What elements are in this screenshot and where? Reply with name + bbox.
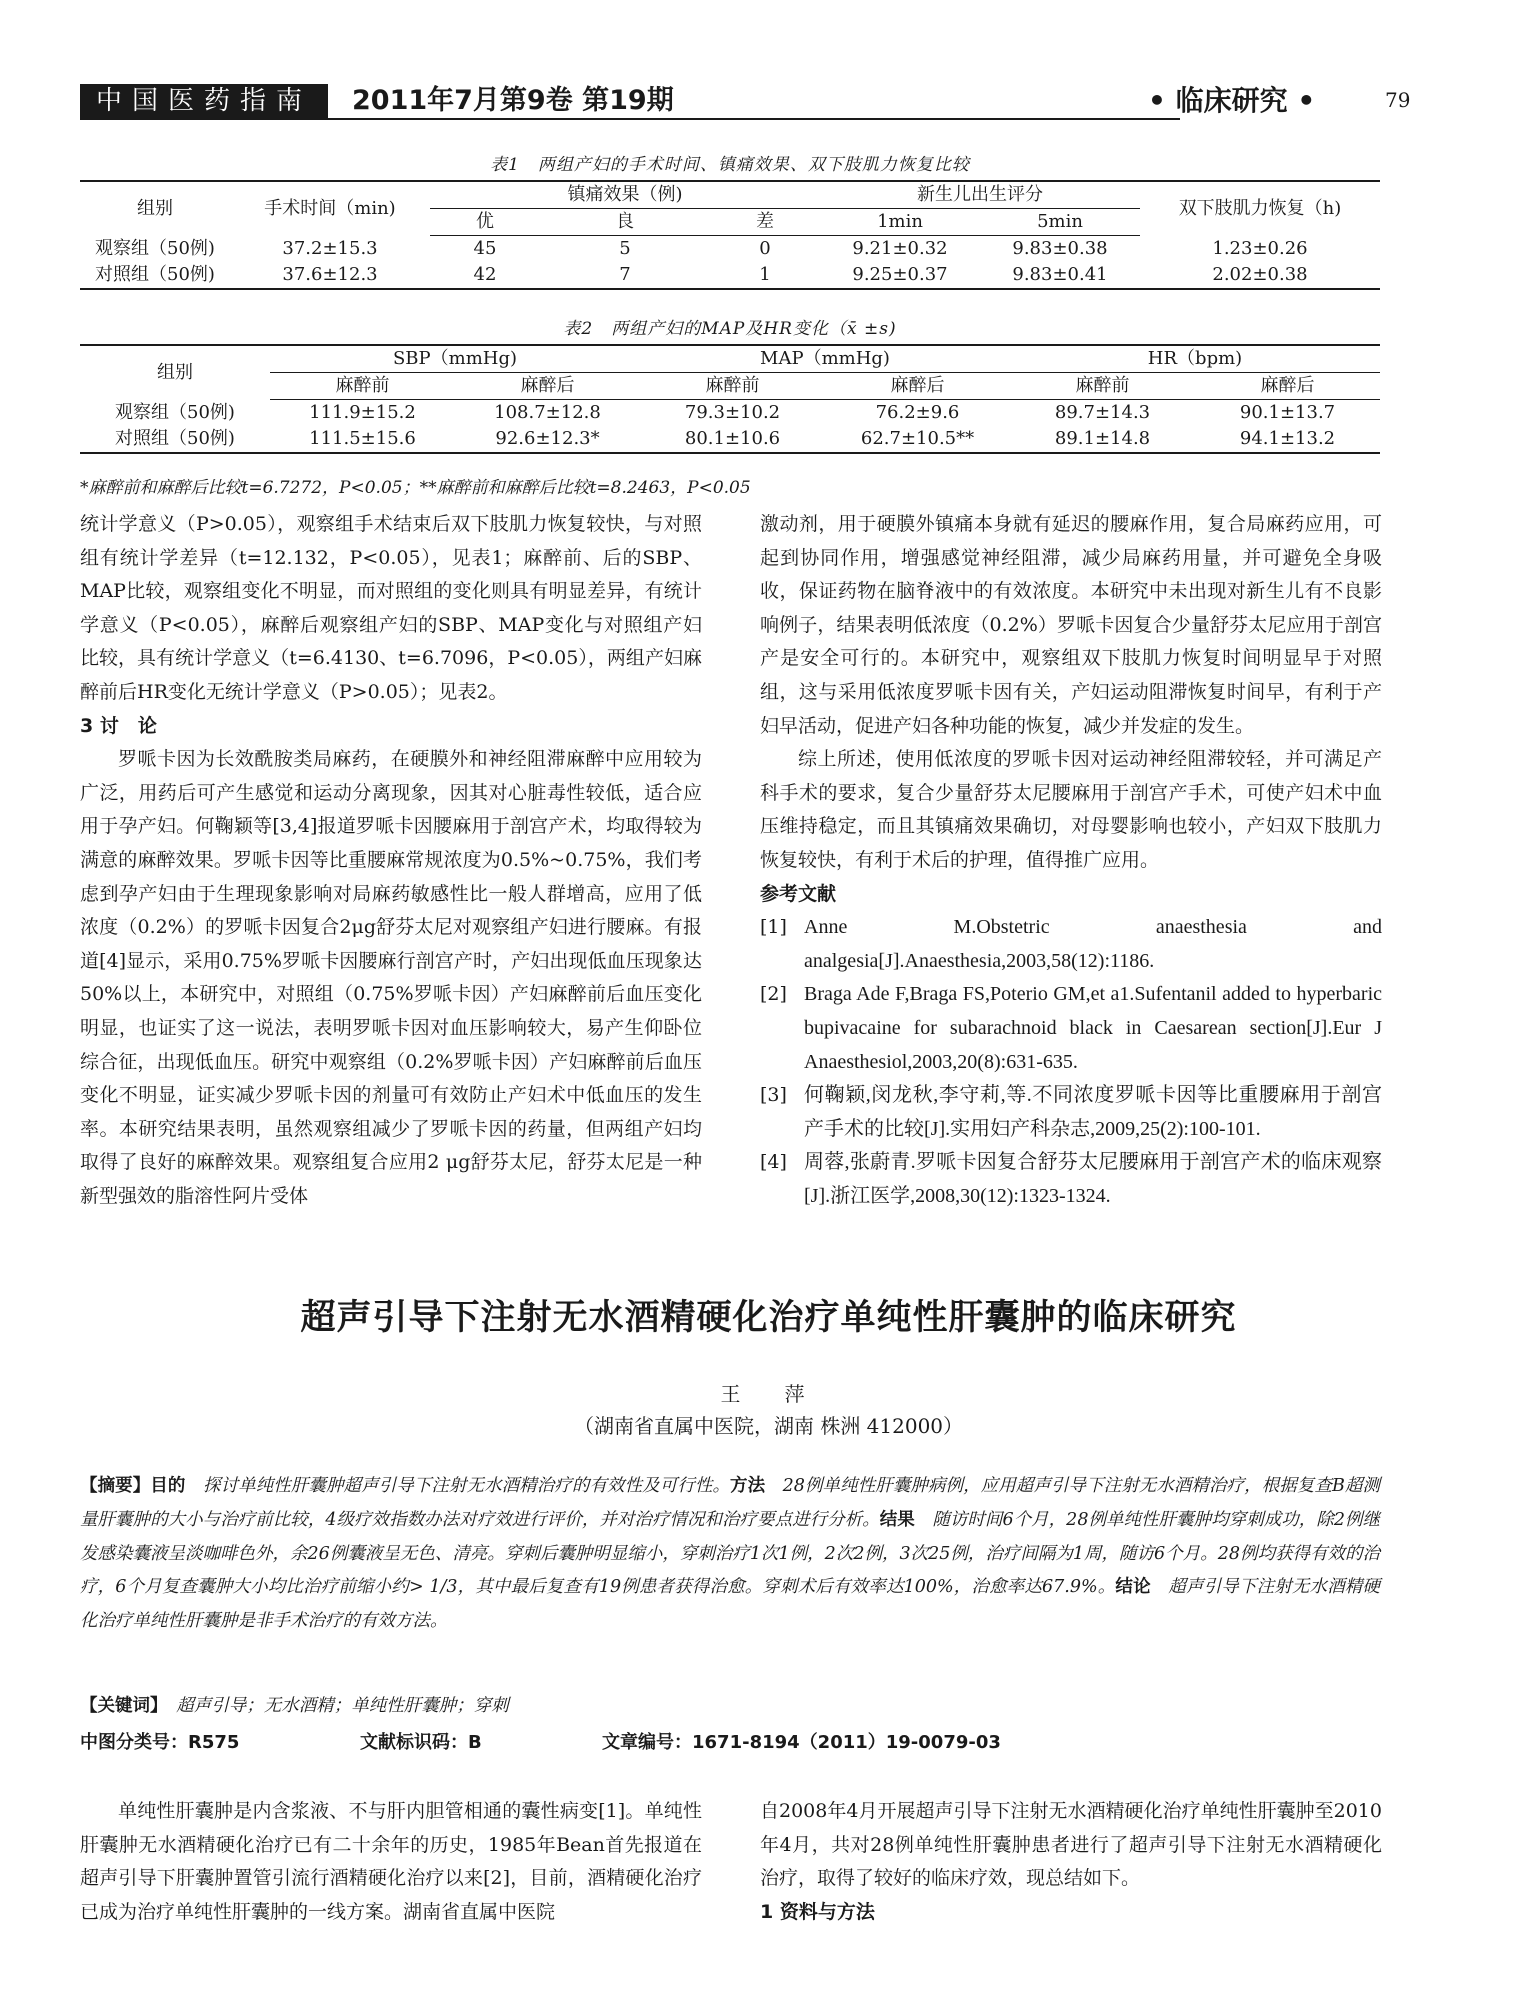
keywords: [80, 1692, 509, 1717]
t2-h-map: MAP（mmHg): [640, 345, 1010, 373]
article-number: 文章编号：1671-8194（2011）19-0079-03: [602, 1732, 1001, 1753]
t1-cell-good: 5: [619, 238, 631, 259]
document-code: 文献标识码：B: [360, 1732, 482, 1753]
reference-text: Anne M.Obstetric anaesthesia and analgesia[J].Anaesthesia,2003,58(12):1186.: [804, 916, 1382, 972]
abstract-method-label: 方法: [730, 1476, 766, 1496]
reference-text: 何鞠颖,闵龙秋,李守莉,等.不同浓度罗哌卡因等比重腰麻用于剖宫产手术的比较[J].实用妇产科杂志,2009,25(2):100-101.: [804, 1084, 1382, 1140]
abstract-result-label: 结果: [879, 1509, 915, 1530]
t2-h-sbp: SBP（mmHg): [270, 345, 640, 373]
t1-cell-excellent: 42: [430, 262, 540, 289]
t2-cell-sbp-before: 111.9±15.2: [309, 402, 416, 423]
table-row: [80, 262, 1380, 289]
table2-caption: 表2 两组产妇的MAP及HR变化（x̄ ±s): [563, 319, 897, 339]
section-heading-discussion: 3 讨 论: [80, 714, 157, 737]
t2-cell-sbp-after: 108.7±12.8: [494, 402, 601, 423]
reference-number: [1]: [760, 916, 787, 939]
table-row: [80, 236, 1380, 263]
t2-h-after: 麻醉后: [825, 373, 1010, 400]
t1-cell-group: 观察组（50例): [95, 237, 215, 259]
issue-info: 2011年7月第9卷 第19期: [352, 85, 674, 116]
t1-cell-poor: 1: [710, 262, 820, 289]
t2-h-before: 麻醉前: [1010, 373, 1195, 400]
author: 王 萍: [720, 1382, 817, 1406]
table1: [80, 180, 1380, 290]
t1-cell-5min: 9.83±0.38: [1012, 238, 1108, 259]
t2-h-group: 组别: [80, 345, 270, 400]
t1-cell-good: 7: [540, 262, 710, 289]
t2-cell-sbp-before: 111.5±15.6: [270, 426, 455, 453]
table2: [80, 344, 1380, 454]
header-rule: [80, 118, 1180, 120]
article2-right-column: [760, 1795, 1382, 1929]
abstract: [80, 1470, 1380, 1639]
reference-item: [760, 1146, 1382, 1213]
t2-h-before: 麻醉前: [640, 373, 825, 400]
page-number: 79: [1385, 88, 1411, 112]
t2-h-after: 麻醉后: [455, 373, 640, 400]
section-heading-materials: 1 资料与方法: [760, 1900, 875, 1923]
reference-number: [2]: [760, 983, 787, 1006]
t1-cell-5min: 9.83±0.41: [980, 262, 1140, 289]
keywords-list: 超声引导；无水酒精；单纯性肝囊肿；穿刺: [176, 1696, 509, 1716]
abstract-conclusion: 超声引导下注射无水酒精硬化治疗单纯性肝囊肿是非手术治疗的有效方法。: [80, 1577, 1380, 1632]
reference-item: [760, 1079, 1382, 1146]
abstract-result: 随访时间6个月，28例单纯性肝囊肿均穿刺成功，除2例继发感染囊液呈淡咖啡色外，余26例囊液呈无色、清亮。穿刺后囊肿明显缩小，穿刺治疗1次1例，2次2例，3次25例，治疗间隔为1周，随访6个月。28例均获得有效的治疗，6个月复查囊肿大小均比治疗前缩小约> 1/3，其中最后复查有19例患者获得治愈。穿刺术后有效率达100%，治愈率达67.9%。: [80, 1509, 1380, 1598]
t2-cell-hr-after: 90.1±13.7: [1239, 402, 1336, 423]
abstract-purpose-label: 目的: [150, 1476, 186, 1496]
t2-cell-map-before: 80.1±10.6: [640, 426, 825, 453]
t1-cell-group: 对照组（50例): [80, 262, 230, 289]
references-heading: 参考文献: [760, 882, 837, 905]
abstract-method: 28例单纯性肝囊肿病例，应用超声引导下注射无水酒精治疗，根据复查B超测量肝囊肿的大小与治疗前比较，4级疗效指数办法对疗效进行评价，并对治疗情况和治疗要点进行分析。: [80, 1476, 1381, 1530]
t2-h-hr: HR（bpm): [1010, 345, 1380, 373]
paragraph: 自2008年4月开展超声引导下注射无水酒精硬化治疗单纯性肝囊肿至2010年4月，共对28例单纯性肝囊肿患者进行了超声引导下注射无水酒精硬化治疗，取得了较好的临床疗效，现总结如下。: [760, 1800, 1382, 1890]
table1-caption: 表1 两组产妇的手术时间、镇痛效果、双下肢肌力恢复比较: [490, 155, 970, 175]
reference-text: 周蓉,张蔚青.罗哌卡因复合舒芬太尼腰麻用于剖宫产术的临床观察[J].浙江医学,2008,30(12):1323-1324.: [804, 1151, 1382, 1207]
t2-cell-hr-before: 89.1±14.8: [1010, 426, 1195, 453]
t1-cell-recovery: 2.02±0.38: [1140, 262, 1380, 289]
t2-cell-sbp-after: 92.6±12.3*: [455, 426, 640, 453]
table2-footnote: *麻醉前和麻醉后比较t=6.7272，P<0.05；**麻醉前和麻醉后比较t=8.2463，P<0.05: [80, 478, 751, 498]
abstract-label: 【摘要】: [80, 1476, 151, 1496]
reference-item: [760, 978, 1382, 1079]
t1-h-5min: 5min: [980, 209, 1140, 236]
t2-cell-hr-before: 89.7±14.3: [1054, 402, 1151, 423]
journal-name: 中国医药指南: [80, 84, 328, 118]
abstract-purpose: 探讨单纯性肝囊肿超声引导下注射无水酒精治疗的有效性及可行性。: [202, 1476, 731, 1496]
t2-cell-map-after: 62.7±10.5**: [825, 426, 1010, 453]
t2-cell-map-after: 76.2±9.6: [875, 402, 960, 423]
left-column: [80, 508, 702, 1213]
reference-item: [760, 911, 1382, 978]
reference-number: [4]: [760, 1151, 787, 1174]
t1-h-analgesia: 镇痛效果（例): [430, 181, 820, 209]
section-label: • 临床研究 •: [1148, 84, 1316, 117]
paragraph: 统计学意义（P>0.05），观察组手术结束后双下肢肌力恢复较快，与对照组有统计学差异（t=12.132，P<0.05），见表1；麻醉前、后的SBP、MAP比较，观察组变化不明显，而对照组的变化则具有明显差异，有统计学意义（P<0.05），麻醉后观察组产妇的SBP、MAP变化与对照组产妇比较，具有统计学意义（t=6.4130、t=6.7096，P<0.05），两组产妇麻醉前后HR变化无统计学意义（P>0.05）；见表2。: [80, 513, 702, 703]
article2-left-column: [80, 1795, 702, 1929]
right-column: [760, 508, 1382, 1213]
t1-h-1min: 1min: [820, 209, 980, 236]
t1-h-poor: 差: [710, 209, 820, 236]
t2-cell-group: 对照组（50例): [80, 426, 270, 453]
t1-cell-poor: 0: [759, 238, 771, 259]
t1-cell-optime: 37.6±12.3: [230, 262, 430, 289]
t1-cell-recovery: 1.23±0.26: [1212, 237, 1308, 259]
t2-h-before: 麻醉前: [270, 373, 455, 400]
affiliation: （湖南省直属中医院，湖南 株洲 412000）: [573, 1414, 964, 1438]
reference-text: Braga Ade F,Braga FS,Poterio GM,et a1.Sufentanil added to hyperbaric bupivacaine for subarachnoid black in Caesarean section[J].Eur J Anaesthesiol,2003,20(8):631-635.: [804, 983, 1382, 1073]
table-row: [80, 400, 1380, 427]
t1-cell-excellent: 45: [473, 238, 497, 259]
t1-h-excellent: 优: [430, 209, 540, 236]
classification-number: 中图分类号：R575: [80, 1732, 240, 1753]
t2-cell-map-before: 79.3±10.2: [684, 402, 781, 423]
paragraph: 激动剂，用于硬膜外镇痛本身就有延迟的腰麻作用，复合局麻药应用，可起到协同作用，增强感觉神经阻滞，减少局麻药用量，并可避免全身吸收，保证药物在脑脊液中的有效浓度。本研究中未出现对新生儿有不良影响例子，结果表明低浓度（0.2%）罗哌卡因复合少量舒芬太尼应用于剖宫产是安全可行的。本研究中，观察组双下肢肌力恢复时间明显早于对照组，这与采用低浓度罗哌卡因有关，产妇运动阻滞恢复时间早，有利于产妇早活动，促进产妇各种功能的恢复，减少并发症的发生。: [760, 513, 1382, 737]
t1-h-recovery: 双下肢肌力恢复（h): [1140, 181, 1380, 236]
paragraph: 单纯性肝囊肿是内含浆液、不与肝内胆管相通的囊性病变[1]。单纯性肝囊肿无水酒精硬化治疗已有二十余年的历史，1985年Bean首先报道在超声引导下肝囊肿置管引流行酒精硬化治疗以来[2]，目前，酒精硬化治疗已成为治疗单纯性肝囊肿的一线方案。湖南省直属中医院: [80, 1800, 702, 1923]
article-title: 超声引导下注射无水酒精硬化治疗单纯性肝囊肿的临床研究: [300, 1298, 1237, 1338]
t2-cell-group: 观察组（50例): [115, 401, 235, 423]
abstract-conclusion-label: 结论: [1115, 1577, 1151, 1598]
paragraph: 罗哌卡因为长效酰胺类局麻药，在硬膜外和神经阻滞麻醉中应用较为广泛，用药后可产生感觉和运动分离现象，因其对心脏毒性较低，适合应用于孕产妇。何鞠颖等[3,4]报道罗哌卡因腰麻用于剖宫产术，均取得较为满意的麻醉效果。罗哌卡因等比重腰麻常规浓度为0.5%~0.75%，我们考虑到孕产妇由于生理现象影响对局麻药敏感性比一般人群增高，应用了低浓度（0.2%）的罗哌卡因复合2μg舒芬太尼对观察组产妇进行腰麻。有报道[4]显示，采用0.75%罗哌卡因腰麻行剖宫产时，产妇出现低血压现象达50%以上，本研究中，对照组（0.75%罗哌卡因）产妇麻醉前后血压变化明显，也证实了这一说法，表明罗哌卡因对血压影响较大，易产生仰卧位综合征，出现低血压。研究中观察组（0.2%罗哌卡因）产妇麻醉前后血压变化不明显，证实减少罗哌卡因的剂量可有效防止产妇术中低血压的发生率。本研究结果表明，虽然观察组减少了罗哌卡因的药量，但两组产妇均取得了良好的麻醉效果。观察组复合应用2 μg舒芬太尼，舒芬太尼是一种新型强效的脂溶性阿片受体: [80, 748, 702, 1207]
reference-number: [3]: [760, 1084, 787, 1107]
t1-cell-1min: 9.25±0.37: [820, 262, 980, 289]
t1-cell-1min: 9.21±0.32: [852, 238, 948, 259]
t1-h-good: 良: [540, 209, 710, 236]
t1-h-apgar: 新生儿出生评分: [820, 181, 1140, 209]
t1-h-optime: 手术时间（min): [230, 181, 430, 236]
t2-cell-hr-after: 94.1±13.2: [1195, 426, 1380, 453]
keywords-label: 【关键词】: [80, 1696, 168, 1716]
t1-h-group: 组别: [80, 181, 230, 236]
table-row: [80, 426, 1380, 453]
paragraph: 综上所述，使用低浓度的罗哌卡因对运动神经阻滞较轻，并可满足产科手术的要求，复合少量舒芬太尼腰麻用于剖宫产手术，可使产妇术中血压维持稳定，而且其镇痛效果确切，对母婴影响也较小，产妇双下肢肌力恢复较快，有利于术后的护理，值得推广应用。: [760, 748, 1382, 871]
t1-cell-optime: 37.2±15.3: [282, 237, 378, 259]
t2-h-after: 麻醉后: [1195, 373, 1380, 400]
